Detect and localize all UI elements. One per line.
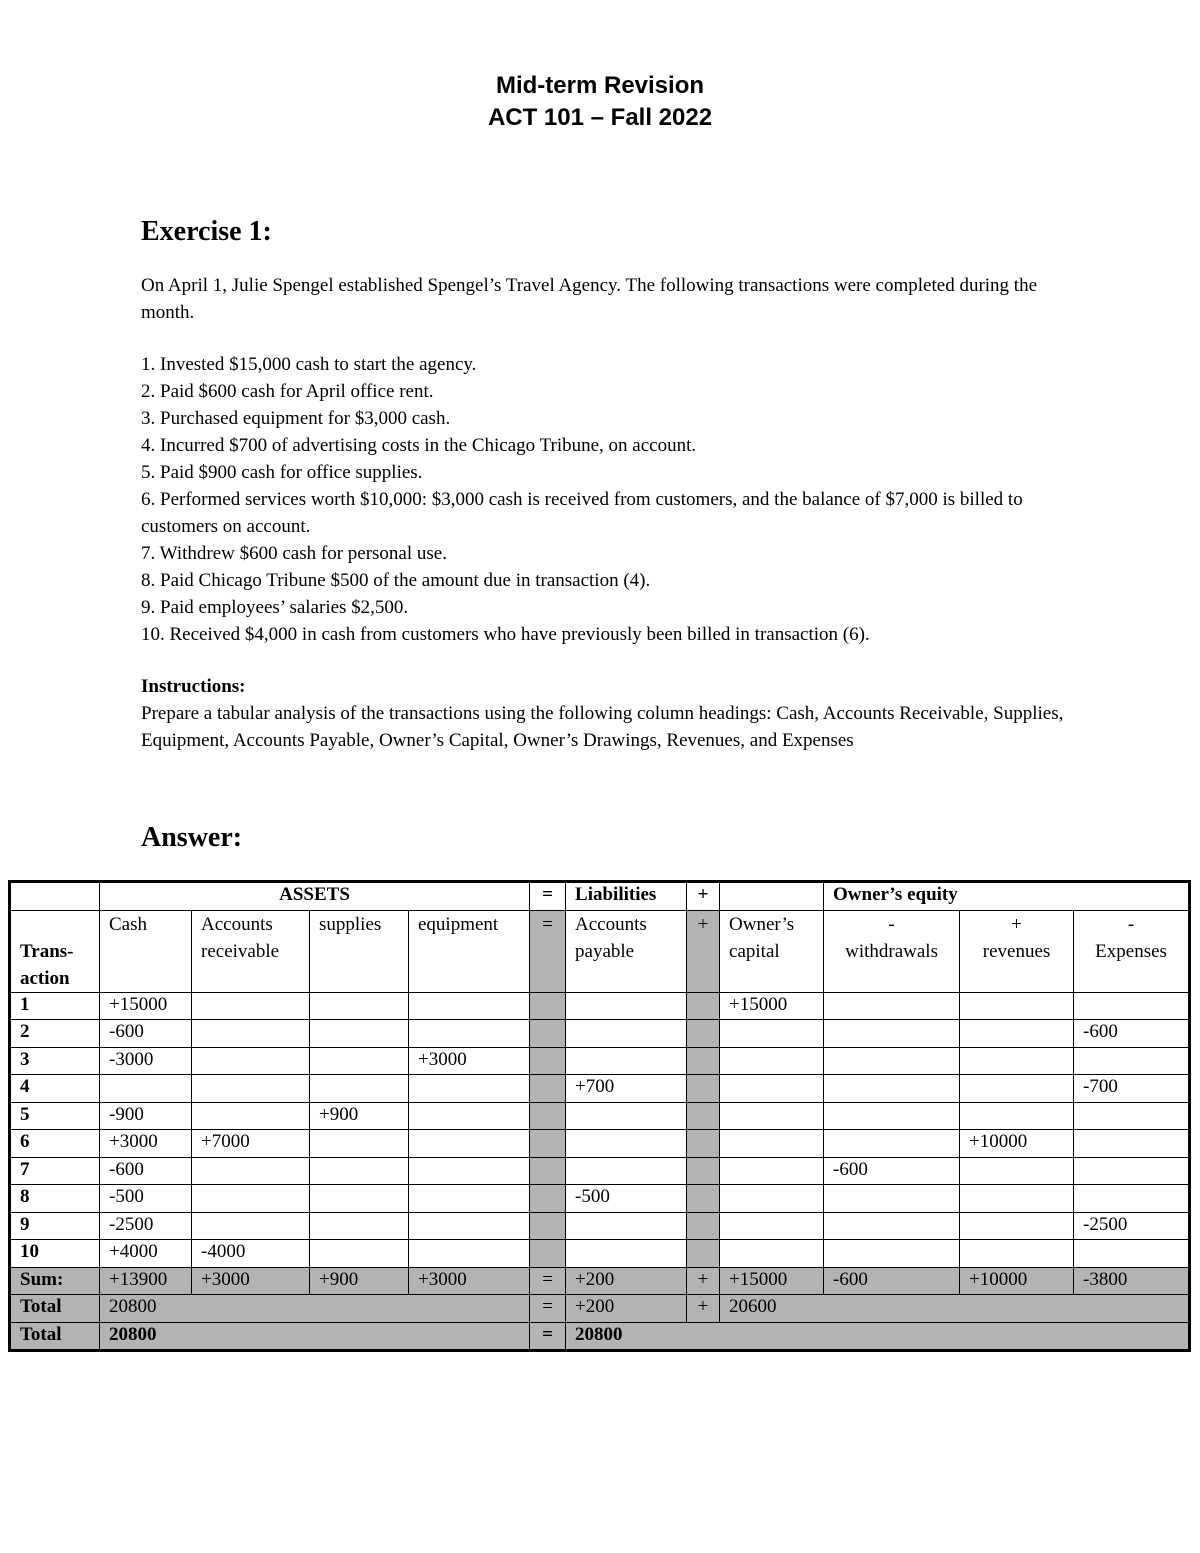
cell-equals-spacer bbox=[530, 1047, 566, 1075]
transaction-list bbox=[141, 351, 1071, 648]
row-number: 7 bbox=[10, 1157, 100, 1185]
cell-revenues bbox=[960, 1240, 1074, 1268]
cell-equipment bbox=[409, 1130, 530, 1158]
withdrawals-label: withdrawals bbox=[845, 940, 938, 962]
cell-ap bbox=[566, 1240, 687, 1268]
cell-equipment bbox=[409, 1185, 530, 1213]
cell-revenues bbox=[960, 1212, 1074, 1240]
table-row bbox=[10, 1047, 1190, 1075]
cell-ar: +7000 bbox=[192, 1130, 310, 1158]
cell-ap bbox=[566, 1157, 687, 1185]
cell-supplies bbox=[310, 1047, 409, 1075]
cell-ar bbox=[192, 1075, 310, 1103]
total-row-2 bbox=[10, 1322, 1190, 1351]
col-revenues bbox=[960, 910, 1074, 992]
cell-withdrawals bbox=[824, 1130, 960, 1158]
cell-revenues bbox=[960, 1157, 1074, 1185]
cell-revenues bbox=[960, 992, 1074, 1020]
cell-capital bbox=[720, 1047, 824, 1075]
cell-plus-spacer bbox=[687, 1075, 720, 1103]
table-row bbox=[10, 1212, 1190, 1240]
list-item: 9. Paid employees’ salaries $2,500. bbox=[141, 597, 409, 618]
list-item: 2. Paid $600 cash for April office rent. bbox=[141, 381, 434, 402]
col-accounts-payable: Accounts payable bbox=[566, 910, 687, 992]
header-course: ACT 101 – Fall 2022 bbox=[487, 104, 713, 131]
row-number: 5 bbox=[10, 1102, 100, 1130]
cell-withdrawals bbox=[824, 992, 960, 1020]
table-row bbox=[10, 1020, 1190, 1048]
cell-revenues: +10000 bbox=[960, 1130, 1074, 1158]
sum-row bbox=[10, 1267, 1190, 1295]
table-row bbox=[10, 1075, 1190, 1103]
cell-supplies bbox=[310, 1075, 409, 1103]
cell-cash bbox=[100, 1075, 192, 1103]
cell-expenses: -2500 bbox=[1074, 1212, 1190, 1240]
total1-plus: + bbox=[687, 1295, 720, 1323]
table-row bbox=[10, 1102, 1190, 1130]
cell-ar bbox=[192, 1185, 310, 1213]
document-header bbox=[0, 70, 1200, 134]
assets-header: ASSETS bbox=[100, 882, 530, 911]
sum-equipment: +3000 bbox=[409, 1267, 530, 1295]
column-header-row bbox=[10, 910, 1190, 992]
total1-equity: 20600 bbox=[720, 1295, 1190, 1323]
cell-equipment: +3000 bbox=[409, 1047, 530, 1075]
cell-capital bbox=[720, 1240, 824, 1268]
cell-ar bbox=[192, 1212, 310, 1240]
row-number: 1 bbox=[10, 992, 100, 1020]
row-number: 9 bbox=[10, 1212, 100, 1240]
cell-plus-spacer bbox=[687, 1130, 720, 1158]
blank-cell bbox=[720, 882, 824, 911]
cell-expenses bbox=[1074, 1157, 1190, 1185]
cell-cash: -900 bbox=[100, 1102, 192, 1130]
cell-withdrawals bbox=[824, 1212, 960, 1240]
owners-equity-header: Owner’s equity bbox=[824, 882, 1190, 911]
sum-capital: +15000 bbox=[720, 1267, 824, 1295]
cell-equals-spacer bbox=[530, 1212, 566, 1240]
sum-label: Sum: bbox=[10, 1267, 100, 1295]
cell-capital bbox=[720, 1020, 824, 1048]
cell-capital bbox=[720, 1212, 824, 1240]
plus-header: + bbox=[687, 882, 720, 911]
total2-label: Total bbox=[10, 1322, 100, 1351]
exercise-title: Exercise 1: bbox=[141, 216, 272, 247]
cell-ap bbox=[566, 992, 687, 1020]
cell-equipment bbox=[409, 1212, 530, 1240]
list-item: 8. Paid Chicago Tribune $500 of the amount due in transaction (4). bbox=[141, 570, 651, 591]
total1-liabilities: +200 bbox=[566, 1295, 687, 1323]
cell-equipment bbox=[409, 992, 530, 1020]
list-item: 7. Withdrew $600 cash for personal use. bbox=[141, 543, 447, 564]
cell-equals-spacer bbox=[530, 992, 566, 1020]
list-item: 6. Performed services worth $10,000: $3,000 cash is received from customers, and the balance of $7,000 is billed to customers on account. bbox=[141, 489, 1023, 537]
col-expenses bbox=[1074, 910, 1190, 992]
cell-expenses bbox=[1074, 1185, 1190, 1213]
cell-equals-spacer bbox=[530, 1185, 566, 1213]
cell-cash: +3000 bbox=[100, 1130, 192, 1158]
cell-supplies: +900 bbox=[310, 1102, 409, 1130]
cell-plus-spacer bbox=[687, 1240, 720, 1268]
cell-cash: -500 bbox=[100, 1185, 192, 1213]
sum-plus: + bbox=[687, 1267, 720, 1295]
cell-revenues bbox=[960, 1047, 1074, 1075]
row-number: 8 bbox=[10, 1185, 100, 1213]
cell-capital bbox=[720, 1130, 824, 1158]
cell-cash: -2500 bbox=[100, 1212, 192, 1240]
cell-supplies bbox=[310, 992, 409, 1020]
cell-plus-spacer bbox=[687, 1020, 720, 1048]
cell-capital: +15000 bbox=[720, 992, 824, 1020]
cell-equipment bbox=[409, 1075, 530, 1103]
sum-supplies: +900 bbox=[310, 1267, 409, 1295]
col-accounts-receivable: Accounts receivable bbox=[192, 910, 310, 992]
cell-supplies bbox=[310, 1185, 409, 1213]
cell-withdrawals bbox=[824, 1020, 960, 1048]
table-row bbox=[10, 992, 1190, 1020]
cell-ar bbox=[192, 1020, 310, 1048]
cell-supplies bbox=[310, 1020, 409, 1048]
cell-ap bbox=[566, 1020, 687, 1048]
withdrawals-sign: - bbox=[888, 913, 895, 935]
cell-cash: -3000 bbox=[100, 1047, 192, 1075]
sum-ar: +3000 bbox=[192, 1267, 310, 1295]
tabular-analysis-table bbox=[8, 880, 1191, 1352]
total1-label: Total bbox=[10, 1295, 100, 1323]
cell-expenses bbox=[1074, 1047, 1190, 1075]
cell-revenues bbox=[960, 1102, 1074, 1130]
cell-ap: -500 bbox=[566, 1185, 687, 1213]
cell-supplies bbox=[310, 1130, 409, 1158]
cell-ar bbox=[192, 1157, 310, 1185]
list-item: 4. Incurred $700 of advertising costs in the Chicago Tribune, on account. bbox=[141, 435, 697, 456]
col-withdrawals bbox=[824, 910, 960, 992]
cell-withdrawals: -600 bbox=[824, 1157, 960, 1185]
cell-plus-spacer bbox=[687, 1047, 720, 1075]
cell-ar bbox=[192, 1047, 310, 1075]
cell-cash: +4000 bbox=[100, 1240, 192, 1268]
cell-withdrawals bbox=[824, 1047, 960, 1075]
table-row bbox=[10, 1157, 1190, 1185]
expenses-label: Expenses bbox=[1095, 940, 1167, 962]
list-item: 3. Purchased equipment for $3,000 cash. bbox=[141, 408, 451, 429]
row-number: 6 bbox=[10, 1130, 100, 1158]
col-owners-capital: Owner’s capital bbox=[720, 910, 824, 992]
cell-revenues bbox=[960, 1020, 1074, 1048]
expenses-sign: - bbox=[1127, 913, 1135, 935]
cell-ap bbox=[566, 1102, 687, 1130]
cell-expenses bbox=[1074, 1130, 1190, 1158]
cell-supplies bbox=[310, 1240, 409, 1268]
answer-title: Answer: bbox=[141, 822, 243, 853]
cell-revenues bbox=[960, 1075, 1074, 1103]
total1-equals: = bbox=[530, 1295, 566, 1323]
sum-withdrawals: -600 bbox=[824, 1267, 960, 1295]
cell-withdrawals bbox=[824, 1075, 960, 1103]
cell-expenses bbox=[1074, 1102, 1190, 1130]
total2-liabilities-equity: 20800 bbox=[566, 1322, 1190, 1351]
cell-withdrawals bbox=[824, 1102, 960, 1130]
col-transaction: Trans-action bbox=[10, 910, 100, 992]
equals-header: = bbox=[530, 882, 566, 911]
cell-equals-spacer bbox=[530, 1075, 566, 1103]
cell-capital bbox=[720, 1185, 824, 1213]
cell-equipment bbox=[409, 1157, 530, 1185]
sum-cash: +13900 bbox=[100, 1267, 192, 1295]
cell-equals-spacer bbox=[530, 1157, 566, 1185]
cell-ar: -4000 bbox=[192, 1240, 310, 1268]
header-title: Mid-term Revision bbox=[495, 72, 705, 99]
sum-revenues: +10000 bbox=[960, 1267, 1074, 1295]
row-number: 4 bbox=[10, 1075, 100, 1103]
cell-withdrawals bbox=[824, 1240, 960, 1268]
revenues-sign: + bbox=[1011, 913, 1022, 935]
cell-supplies bbox=[310, 1157, 409, 1185]
cell-plus-spacer bbox=[687, 1157, 720, 1185]
table-row bbox=[10, 1130, 1190, 1158]
cell-ar bbox=[192, 1102, 310, 1130]
total2-assets: 20800 bbox=[100, 1322, 530, 1351]
cell-equipment bbox=[409, 1020, 530, 1048]
cell-revenues bbox=[960, 1185, 1074, 1213]
cell-expenses bbox=[1074, 1240, 1190, 1268]
cell-cash: -600 bbox=[100, 1157, 192, 1185]
col-equals: = bbox=[530, 910, 566, 992]
cell-plus-spacer bbox=[687, 1185, 720, 1213]
cell-equipment bbox=[409, 1102, 530, 1130]
total2-equals: = bbox=[530, 1322, 566, 1351]
cell-expenses: -700 bbox=[1074, 1075, 1190, 1103]
total1-assets: 20800 bbox=[100, 1295, 530, 1323]
cell-supplies bbox=[310, 1212, 409, 1240]
cell-equals-spacer bbox=[530, 1240, 566, 1268]
table-row bbox=[10, 1185, 1190, 1213]
cell-plus-spacer bbox=[687, 1212, 720, 1240]
sum-ap: +200 bbox=[566, 1267, 687, 1295]
list-item: 5. Paid $900 cash for office supplies. bbox=[141, 462, 423, 483]
instructions-title: Instructions: bbox=[141, 676, 246, 697]
cell-plus-spacer bbox=[687, 992, 720, 1020]
transaction-rows bbox=[10, 992, 1190, 1267]
list-item: 1. Invested $15,000 cash to start the agency. bbox=[141, 354, 477, 375]
cell-cash: -600 bbox=[100, 1020, 192, 1048]
cell-equals-spacer bbox=[530, 1130, 566, 1158]
col-cash: Cash bbox=[100, 910, 192, 992]
cell-expenses: -600 bbox=[1074, 1020, 1190, 1048]
cell-equals-spacer bbox=[530, 1020, 566, 1048]
total-row-1 bbox=[10, 1295, 1190, 1323]
col-supplies: supplies bbox=[310, 910, 409, 992]
exercise-intro: On April 1, Julie Spengel established Spengel’s Travel Agency. The following transactions were completed during the month. bbox=[141, 275, 1038, 323]
cell-capital bbox=[720, 1075, 824, 1103]
group-header-row bbox=[10, 882, 1190, 911]
cell-ap bbox=[566, 1212, 687, 1240]
liabilities-header: Liabilities bbox=[566, 882, 687, 911]
row-number: 3 bbox=[10, 1047, 100, 1075]
cell-plus-spacer bbox=[687, 1102, 720, 1130]
corner-cell bbox=[10, 882, 100, 911]
exercise-section bbox=[141, 214, 1071, 754]
cell-ap bbox=[566, 1130, 687, 1158]
row-number: 10 bbox=[10, 1240, 100, 1268]
table-row bbox=[10, 1240, 1190, 1268]
list-item: 10. Received $4,000 in cash from customers who have previously been billed in transaction (6). bbox=[141, 624, 870, 645]
instructions-body: Prepare a tabular analysis of the transactions using the following column headings: Cash, Accounts Receivable, Supplies, Equipment, Accounts Payable, Owner’s Capital, Owner’s Drawings, Revenues, and Expenses bbox=[141, 703, 1064, 751]
cell-equipment bbox=[409, 1240, 530, 1268]
row-number: 2 bbox=[10, 1020, 100, 1048]
sum-equals: = bbox=[530, 1267, 566, 1295]
revenues-label: revenues bbox=[982, 940, 1051, 962]
col-equipment: equipment bbox=[409, 910, 530, 992]
cell-ar bbox=[192, 992, 310, 1020]
col-plus: + bbox=[687, 910, 720, 992]
sum-expenses: -3800 bbox=[1074, 1267, 1190, 1295]
cell-expenses bbox=[1074, 992, 1190, 1020]
cell-cash: +15000 bbox=[100, 992, 192, 1020]
cell-capital bbox=[720, 1102, 824, 1130]
cell-equals-spacer bbox=[530, 1102, 566, 1130]
cell-ap bbox=[566, 1047, 687, 1075]
cell-withdrawals bbox=[824, 1185, 960, 1213]
cell-capital bbox=[720, 1157, 824, 1185]
cell-ap: +700 bbox=[566, 1075, 687, 1103]
